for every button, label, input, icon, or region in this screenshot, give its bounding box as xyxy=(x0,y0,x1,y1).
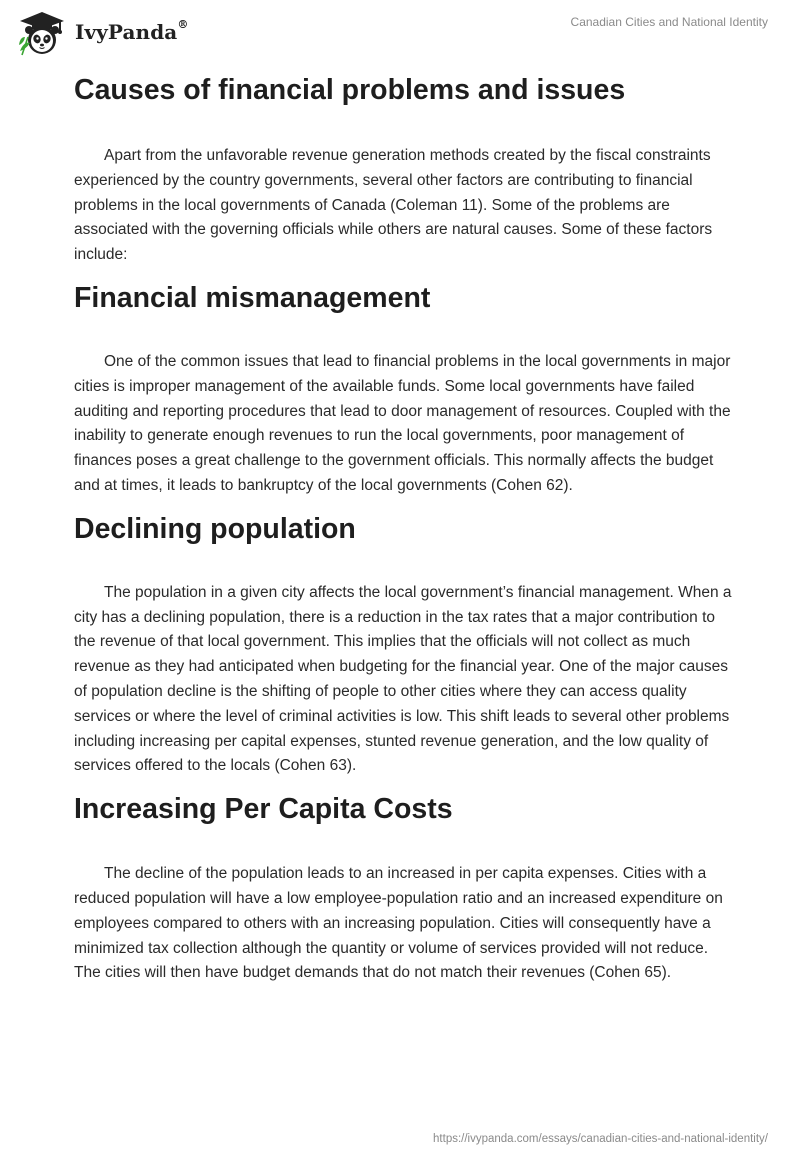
document-title: Canadian Cities and National Identity xyxy=(570,15,768,29)
logo-wordmark: IvyPanda® xyxy=(75,18,189,44)
section-heading: Financial mismanagement xyxy=(74,281,431,314)
source-url-link[interactable]: https://ivypanda.com/essays/canadian-cities-and-national-identity/ xyxy=(433,1133,768,1145)
section-per-capita-costs xyxy=(74,789,734,986)
section-financial-mismanagement xyxy=(74,278,734,499)
section-paragraph: One of the common issues that lead to financial problems in the local governments in major cities is improper management of the available funds. Some local governments have failed auditing and reporting procedures that lead to door management of resources. Coupled with the inability to generate enough revenues to run the local governments, poor management of finances poses a great challenge to the government officials. This normally affects the budget and at times, it leads to bankruptcy of the local governments (Cohen 62). xyxy=(74,352,731,494)
essay-content xyxy=(74,70,734,986)
section-heading: Increasing Per Capita Costs xyxy=(74,793,453,826)
section-paragraph: The decline of the population leads to an increased in per capita expenses. Cities with a reduced population will have a low employee-population ratio and an increased expenditure on employees compared to others with an increasing population. Cities will consequently have a minimized tax collection although the quantity or volume of services provided will not reduce. The cities will then have budget demands that do not match their revenues (Cohen 65). xyxy=(74,865,723,982)
section-paragraph: The population in a given city affects the local government’s financial management. When a city has a declining population, there is a reduction in the tax rates that a major contribution to the revenue of that local government. This implies that the officials will not collect as much revenue as they had anticipated when budgeting for the financial year. One of the major causes of population decline is the shifting of people to other cities where they can access quality services or where the level of criminal activities is low. This shift leads to several other problems including increasing per capital expenses, stunted revenue generation, and the low quality of services offered to the locals (Cohen 63). xyxy=(74,583,732,775)
section-heading: Declining population xyxy=(74,512,356,545)
ivypanda-logo[interactable] xyxy=(14,7,188,57)
section-heading: Causes of financial problems and issues xyxy=(74,74,626,106)
section-paragraph: Apart from the unfavorable revenue generation methods created by the fiscal constraints experienced by the country governments, several other factors are contributing to financial problems in the local governments of Canada (Coleman 11). Some of the problems are associated with the governing officials while others are natural causes. Some of these factors include: xyxy=(74,147,713,264)
section-declining-population xyxy=(74,509,734,779)
section-causes xyxy=(74,70,734,268)
page-header xyxy=(0,0,800,62)
panda-graduate-icon xyxy=(14,7,70,57)
